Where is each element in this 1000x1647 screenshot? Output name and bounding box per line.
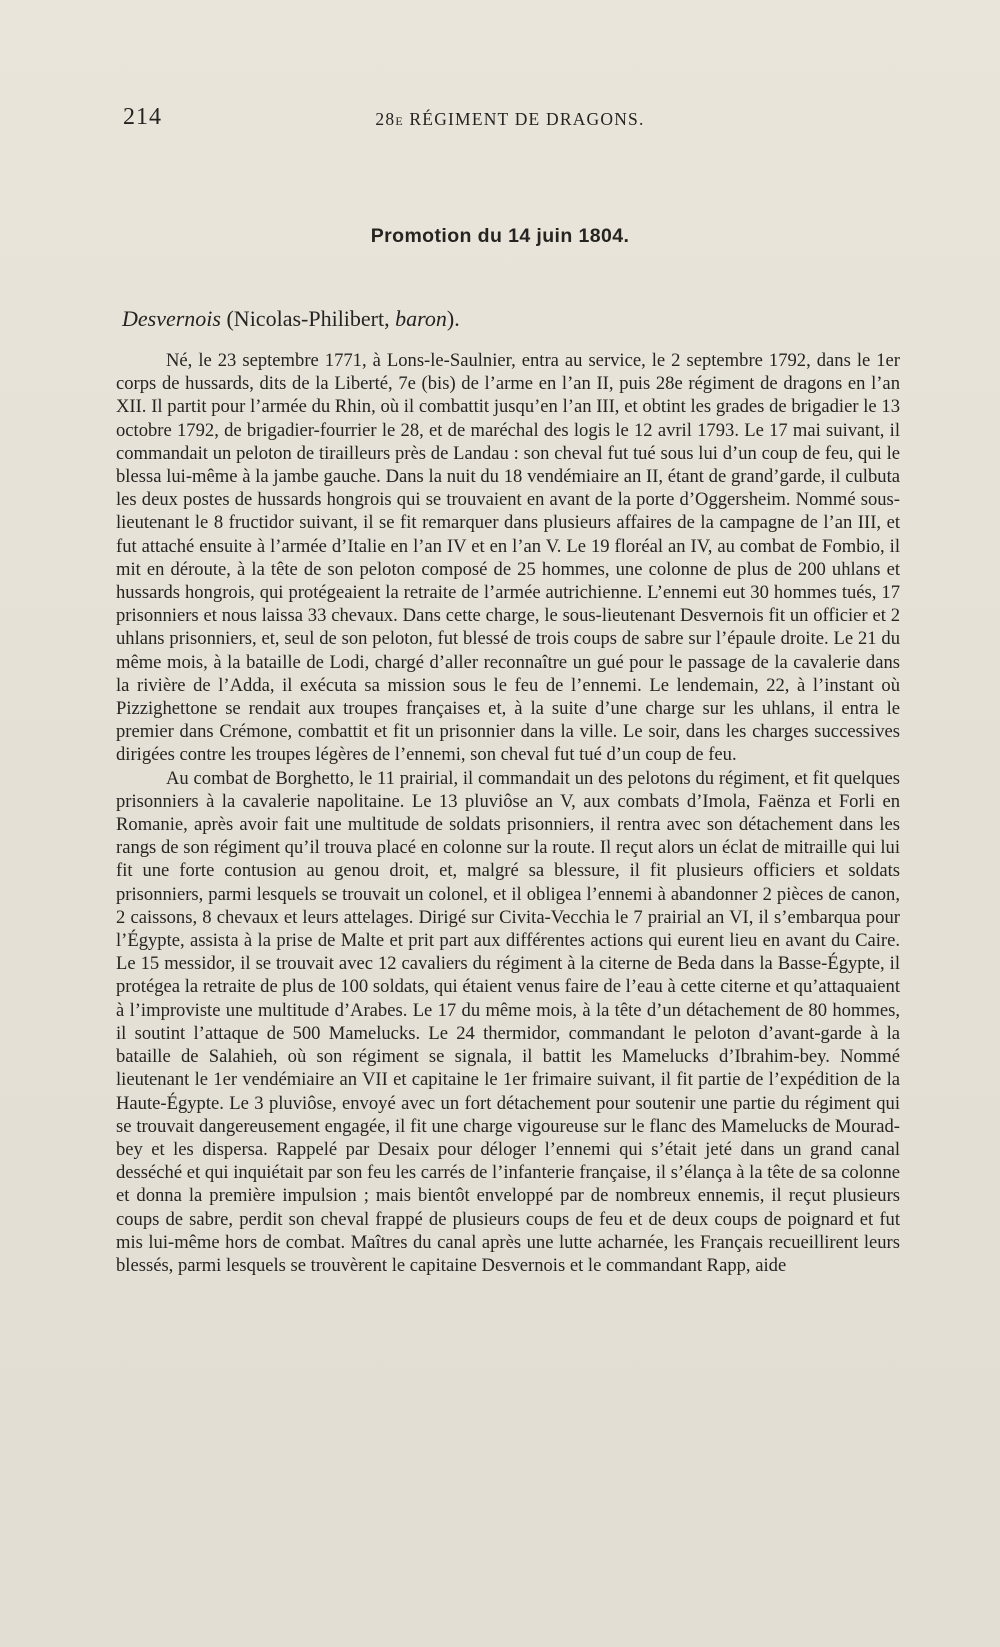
running-head: 28e RÉGIMENT DE DRAGONS. [375,109,645,129]
body-text [116,349,900,1277]
entry-heading [122,306,460,332]
entry-given-names-wrapper [226,306,459,331]
paragraph: Au combat de Borghetto, le 11 prairial, il commandait un des pelotons du régiment, et fit quelques prisonniers à la cavalerie napolitaine. Le 13 pluviôse an V, aux combats d’Imola, Faënza et Forli en Romanie, après avoir fait une multitude de soldats prisonniers, il rentra avec son détachement dans les rangs de son régiment qu’il trouva placé en colonne sur la route. Il reçut alors un éclat de mitraille qui lui fit une forte contusion au genou droit, et, malgré sa blessure, il fit plusieurs officiers et soldats prisonniers, parmi lesquels se trouvait un colonel, et il obligea l’ennemi à abandonner 2 pièces de canon, 2 caissons, 8 chevaux et leurs attelages. Dirigé sur Civita-Vecchia le 7 prairial an VI, il s’embarqua pour l’Égypte, assista à la prise de Malte et prit part aux différentes actions qui eurent lieu en avant du Caire. Le 15 messidor, il se trouvait avec 12 cavaliers du régiment à la citerne de Beda dans la Basse-Égypte, il protégea la retraite de plus de 100 soldats, qui étaient venus faire de l’eau à cette citerne et qu’attaquaient à l’improviste une multitude d’Arabes. Le 17 du même mois, à la tête d’un détachement de 80 hommes, il soutint l’attaque de 500 Mamelucks. Le 24 thermidor, commandant le peloton d’avant-garde à la bataille de Salahieh, où son régiment se signala, il battit les Mamelucks d’Ibrahim-bey. Nommé lieutenant le 1er vendémiaire an VII et capitaine le 1er frimaire suivant, il fit partie de l’expédition de la Haute-Égypte. Le 3 pluviôse, envoyé avec un fort détachement pour soutenir une partie du régiment qui se trouvait dangereusement engagée, il fit une charge vigoureuse sur le flanc des Mamelucks de Mourad-bey et les dispersa. Rappelé par Desaix pour déloger l’ennemi qui s’était jeté dans un grand canal desséché et qui inquiétait par son feu les carrés de l’infanterie française, il s’élança à la tête de sa colonne et donna la première impulsion ; mais bientôt enveloppé par de nombreux ennemis, il reçut plusieurs coups de sabre, perdit son cheval frappé de plusieurs coups de feu et de deux coups de poignard et fut mis lui-même hors de combat. Maîtres du canal après une lutte acharnée, les Français recueillirent leurs blessés, parmi lesquels se trouvèrent le capitaine Desvernois et le commandant Rapp, aide [116,767,900,1276]
entry-given-names: (Nicolas-Philibert, [226,306,396,331]
page-number: 214 [123,104,162,130]
entry-closing: ). [446,306,460,331]
section-title: Promotion du 14 juin 1804. [370,225,630,247]
page-header [118,104,902,138]
entry-title-word: baron [395,306,447,331]
paragraph: Né, le 23 septembre 1771, à Lons-le-Saulnier, entra au service, le 2 septembre 1792, dans le 1er corps de hussards, dits de la Liberté, 7e (bis) de l’arme en l’an II, puis 28e régiment de dragons en l’an XII. Il partit pour l’armée du Rhin, où il combattit jusqu’en l’an III, et obtint les grades de brigadier le 13 octobre 1792, de brigadier-fourrier le 28, et de maréchal des logis le 12 avril 1793. Le 17 mai suivant, il commandait un peloton de tirailleurs près de Landau : son cheval fut tué sous lui d’un coup de feu, qui le blessa lui-même à la jambe gauche. Dans la nuit du 18 vendémiaire an II, étant de grand’garde, il culbuta les deux postes de hussards hongrois qui se trouvaient en avant de la porte d’Oggersheim. Nommé sous-lieutenant le 8 fructidor suivant, il se fit remarquer dans plusieurs affaires de la campagne de l’an III, et fut attaché ensuite à l’armée d’Italie en l’an IV et en l’an V. Le 19 floréal an IV, au combat de Fombio, il mit en déroute, à la tête de son peloton composé de 25 hommes, une colonne de plus de 200 uhlans et hussards hongrois, qui protégeaient la retraite de l’armée autrichienne. L’ennemi eut 30 hommes tués, 17 prisonniers et nous laissa 33 chevaux. Dans cette charge, le sous-lieutenant Desvernois fit un officier et 2 uhlans prisonniers, et, seul de son peloton, fut blessé de trois coups de sabre sur l’épaule droite. Le 21 du même mois, à la bataille de Lodi, chargé d’aller reconnaître un gué pour le passage de la cavalerie dans la rivière de l’Adda, il exécuta sa mission sous le feu de l’ennemi. Le lendemain, 22, à l’instant où Pizzighettone se rendait aux troupes françaises et, à la suite d’une charge sur les uhlans, il entra le premier dans Crémone, combattit et fit un prisonnier dans la ville. Le soir, dans les charges successives dirigées contre les troupes légères de l’ennemi, son cheval fut tué d’un coup de feu. [116,350,900,766]
entry-surname: Desvernois [122,306,221,331]
